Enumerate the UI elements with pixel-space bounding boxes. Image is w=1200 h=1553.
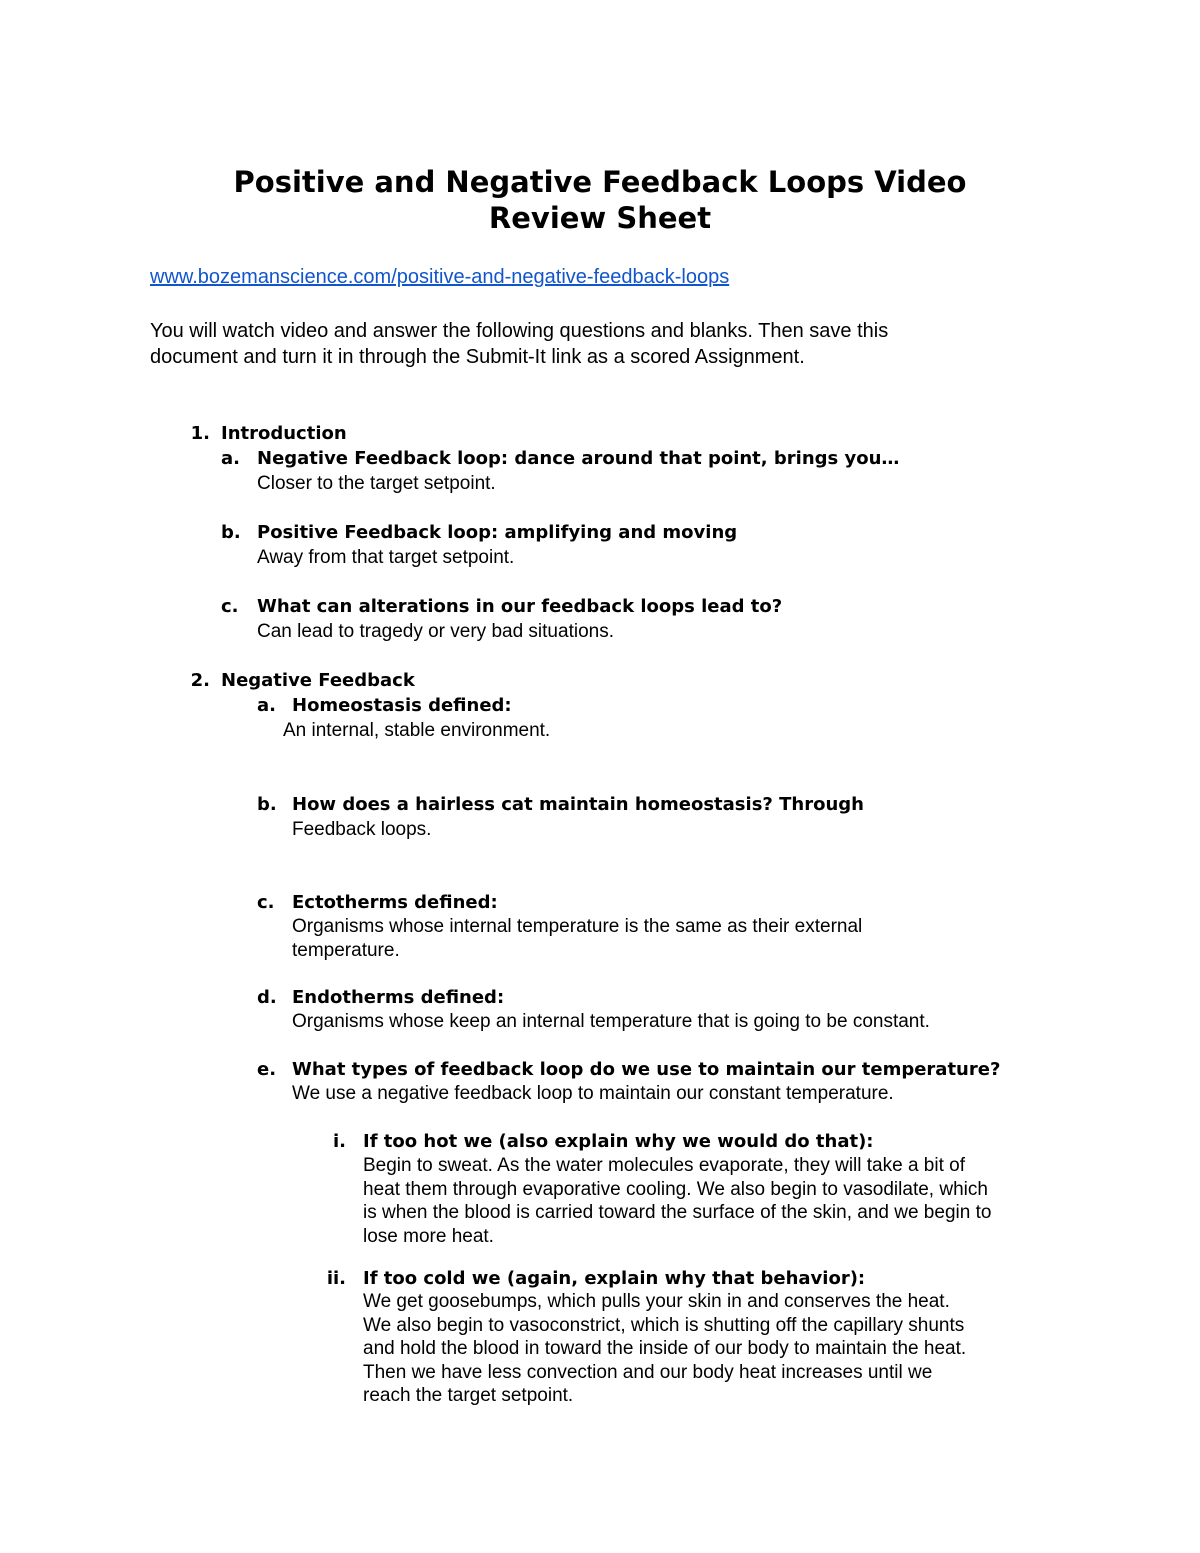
answer-line: Then we have less convection and our body heat increases until we [363, 1361, 933, 1383]
item-1a-answer: Closer to the target setpoint. [257, 473, 496, 494]
item-2e-marker: e. [257, 1059, 277, 1080]
item-1a-question: Negative Feedback loop: dance around that point, brings you… [257, 448, 900, 469]
video-link[interactable]: www.bozemanscience.com/positive-and-negative-feedback-loops [150, 266, 730, 288]
item-1c-question: What can alterations in our feedback loops lead to? [257, 596, 783, 617]
title-line-2: Review Sheet [488, 201, 712, 235]
answer-line: and hold the blood in toward the inside of our body to maintain the heat. [363, 1338, 967, 1359]
subitem-i-question: If too hot we (also explain why we would do that): [363, 1131, 874, 1152]
answer-line: reach the target setpoint. [363, 1385, 574, 1406]
item-1c-answer: Can lead to tragedy or very bad situations. [257, 621, 614, 642]
item-1a-marker: a. [221, 448, 240, 469]
section-2-heading: Negative Feedback [221, 670, 415, 691]
item-2d-answer: Organisms whose keep an internal temperature that is going to be constant. [292, 1011, 930, 1032]
item-2e-answer: We use a negative feedback loop to maintain our constant temperature. [292, 1083, 894, 1104]
instructions-line-1: You will watch video and answer the following questions and blanks. Then save this [150, 320, 889, 342]
section-1-number: 1. [190, 423, 210, 444]
item-2e-question: What types of feedback loop do we use to maintain our temperature? [292, 1059, 1001, 1080]
answer-line: We also begin to vasoconstrict, which is shutting off the capillary shunts [363, 1314, 965, 1336]
item-2b-question: How does a hairless cat maintain homeostasis? Through [292, 794, 864, 815]
item-2b-marker: b. [257, 794, 277, 815]
subitem-i-marker: i. [332, 1131, 346, 1152]
item-2c-marker: c. [257, 892, 275, 913]
item-2d-question: Endotherms defined: [292, 987, 505, 1008]
item-1b-question: Positive Feedback loop: amplifying and moving [257, 522, 738, 543]
answer-line: Begin to sweat. As the water molecules evaporate, they will take a bit of [363, 1155, 965, 1176]
subitem-i-answer [363, 1154, 991, 1248]
item-2b-answer: Feedback loops. [292, 819, 432, 840]
answer-line: is when the blood is carried toward the surface of the skin, and we begin to [363, 1202, 992, 1223]
subitem-ii-answer [363, 1290, 966, 1408]
item-2a-answer: An internal, stable environment. [283, 720, 551, 741]
subitem-ii-marker: ii. [326, 1268, 346, 1289]
instructions-paragraph [150, 318, 1070, 370]
section-1-heading: Introduction [221, 423, 347, 444]
item-2d-marker: d. [257, 987, 277, 1008]
title-line-1: Positive and Negative Feedback Loops Video [233, 165, 967, 199]
item-2c-question: Ectotherms defined: [292, 892, 498, 913]
answer-line: temperature. [292, 939, 400, 961]
section-2-number: 2. [190, 670, 210, 691]
answer-line: heat them through evaporative cooling. We also begin to vasodilate, which [363, 1178, 988, 1200]
item-1b-marker: b. [221, 522, 241, 543]
item-1c-marker: c. [221, 596, 239, 617]
item-2c-answer [292, 915, 862, 962]
subitem-ii-question: If too cold we (again, explain why that behavior): [363, 1268, 866, 1289]
answer-line: lose more heat. [363, 1225, 494, 1247]
item-2a-question: Homeostasis defined: [292, 695, 512, 716]
answer-line: We get goosebumps, which pulls your skin in and conserves the heat. [363, 1291, 950, 1312]
document-title [150, 164, 1050, 236]
item-2a-marker: a. [257, 695, 276, 716]
answer-line: Organisms whose internal temperature is the same as their external [292, 916, 863, 937]
item-1b-answer: Away from that target setpoint. [257, 547, 515, 568]
instructions-line-2: document and turn it in through the Submit-It link as a scored Assignment. [150, 346, 805, 368]
